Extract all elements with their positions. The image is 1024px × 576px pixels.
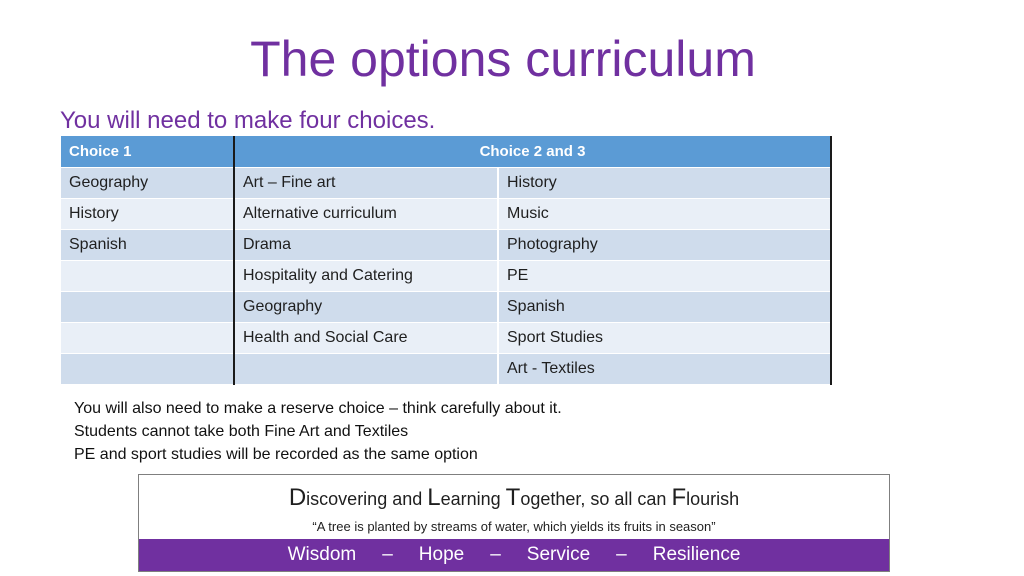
motto-initial: T bbox=[505, 484, 521, 511]
motto-initial: L bbox=[427, 484, 441, 511]
table-cell: Hospitality and Catering bbox=[234, 260, 498, 291]
motto-quote: “A tree is planted by streams of water, which yields its fruits in season” bbox=[312, 519, 716, 534]
table-row bbox=[61, 198, 830, 229]
table-cell: Drama bbox=[234, 229, 498, 260]
table-row bbox=[61, 322, 830, 353]
value-separator: – bbox=[382, 544, 393, 565]
motto-initial: D bbox=[288, 484, 307, 511]
motto-word-rest: ogether, so all can bbox=[520, 489, 672, 509]
table-cell bbox=[61, 260, 234, 291]
table-cell: History bbox=[61, 198, 234, 229]
table-cell: Music bbox=[498, 198, 830, 229]
page-subtitle: You will need to make four choices. bbox=[60, 107, 436, 134]
motto-word-rest: lourish bbox=[686, 489, 740, 509]
table-cell: History bbox=[498, 167, 830, 198]
motto-word-rest: iscovering and bbox=[306, 489, 428, 509]
page-title: The options curriculum bbox=[250, 31, 756, 87]
motto-initial: F bbox=[671, 484, 687, 511]
value-wisdom: Wisdom bbox=[287, 544, 357, 565]
table-cell: Spanish bbox=[498, 291, 830, 322]
table-cell: Geography bbox=[234, 291, 498, 322]
table-cell: Art - Textiles bbox=[498, 353, 830, 384]
motto-word-rest: earning bbox=[440, 489, 506, 509]
table-row bbox=[61, 229, 830, 260]
table-cell bbox=[61, 353, 234, 384]
options-table bbox=[61, 136, 830, 385]
table-cell: Sport Studies bbox=[498, 322, 830, 353]
table-row bbox=[61, 353, 830, 384]
value-hope: Hope bbox=[418, 544, 465, 565]
note-pe-sport: PE and sport studies will be recorded as the same option bbox=[74, 446, 478, 463]
values-bar bbox=[139, 539, 889, 571]
table-header-row bbox=[61, 136, 830, 167]
value-resilience: Resilience bbox=[652, 544, 741, 565]
value-separator: – bbox=[616, 544, 627, 565]
table-cell: Health and Social Care bbox=[234, 322, 498, 353]
note-reserve-choice: You will also need to make a reserve choice – think carefully about it. bbox=[74, 400, 562, 417]
table-cell bbox=[61, 291, 234, 322]
header-choice-1: Choice 1 bbox=[61, 136, 234, 167]
table-right-border bbox=[830, 136, 832, 385]
table-cell: Art – Fine art bbox=[234, 167, 498, 198]
motto-heading bbox=[139, 484, 889, 512]
table-cell: Alternative curriculum bbox=[234, 198, 498, 229]
table-cell: Spanish bbox=[61, 229, 234, 260]
table-cell: PE bbox=[498, 260, 830, 291]
school-motto-box bbox=[138, 474, 890, 572]
table-row bbox=[61, 167, 830, 198]
table-cell bbox=[61, 322, 234, 353]
table-row bbox=[61, 260, 830, 291]
header-choice-2-and-3: Choice 2 and 3 bbox=[234, 136, 830, 167]
table-cell: Geography bbox=[61, 167, 234, 198]
notes-block bbox=[74, 397, 562, 466]
value-separator: – bbox=[490, 544, 501, 565]
note-art-textiles: Students cannot take both Fine Art and Textiles bbox=[74, 423, 409, 440]
table-row bbox=[61, 291, 830, 322]
table-cell bbox=[234, 353, 498, 384]
value-service: Service bbox=[526, 544, 591, 565]
table-cell: Photography bbox=[498, 229, 830, 260]
